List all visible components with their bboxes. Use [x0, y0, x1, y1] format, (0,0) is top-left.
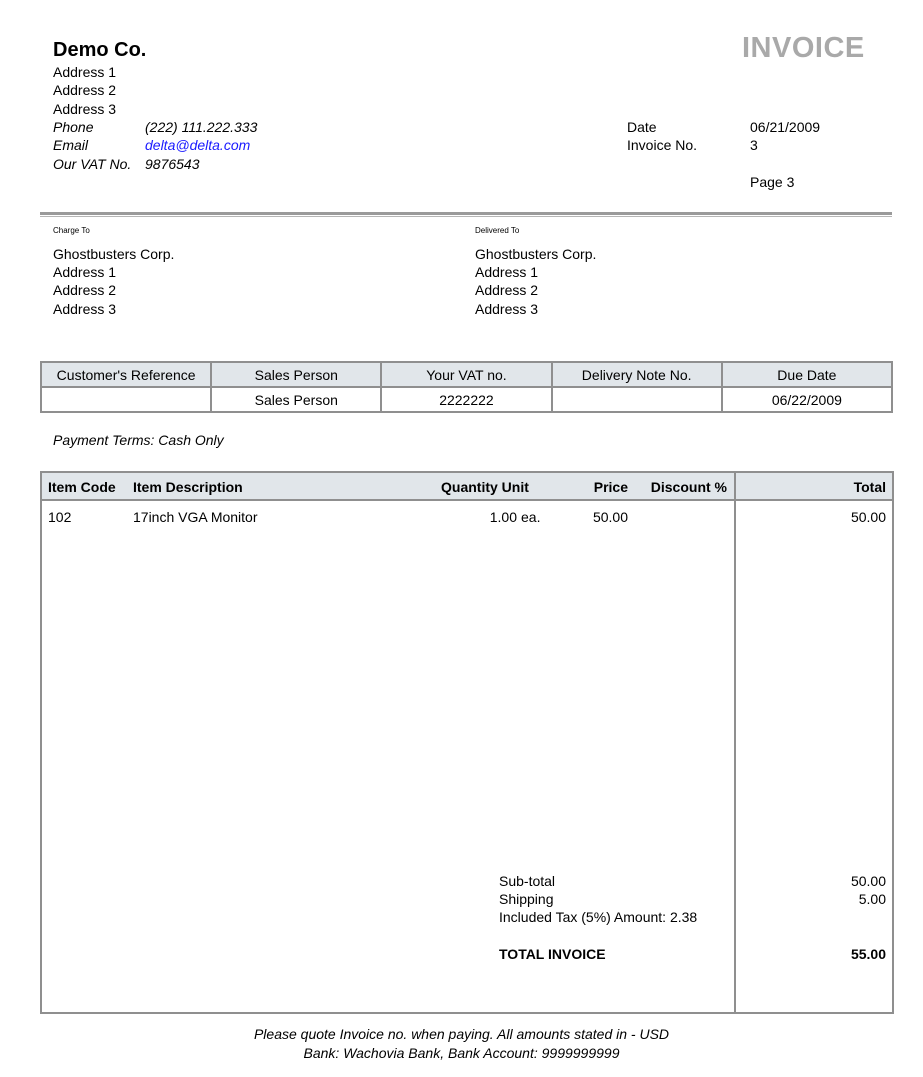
shipping-value: 5.00 [858, 891, 886, 907]
delivered-to-address-line: Address 1 [475, 264, 539, 280]
company-name: Demo Co. [53, 39, 147, 61]
total-column-divider [734, 473, 736, 1012]
item-description-cell: 17inch VGA Monitor [133, 509, 258, 525]
quantity-unit-header: Quantity Unit [441, 479, 529, 495]
delivered-to-label: Delivered To [475, 226, 520, 235]
sales-person-value: Sales Person [211, 387, 381, 412]
phone-value: (222) 111.222.333 [145, 119, 258, 135]
item-code-header: Item Code [48, 479, 116, 495]
company-address-line: Address 1 [53, 64, 117, 80]
email-link[interactable]: delta@delta.com [145, 137, 251, 153]
subtotal-value: 50.00 [850, 873, 886, 889]
total-invoice-value: 55.00 [850, 946, 886, 962]
reference-value-row [41, 387, 892, 412]
charge-to-address-line: Address 3 [53, 301, 117, 317]
delivered-to-address-line: Address 3 [475, 301, 539, 317]
phone-label: Phone [53, 119, 94, 135]
total-invoice-label: TOTAL INVOICE [499, 946, 606, 962]
charge-to-label: Charge To [53, 226, 90, 235]
due-date-header: Due Date [722, 362, 892, 387]
email-label: Email [53, 137, 89, 153]
sales-person-header: Sales Person [211, 362, 381, 387]
header-divider-thin [40, 216, 892, 217]
tax-line: Included Tax (5%) Amount: 2.38 [499, 909, 698, 925]
customers-reference-value [41, 387, 211, 412]
charge-to-address-line: Address 1 [53, 264, 117, 280]
due-date-value: 06/22/2009 [722, 387, 892, 412]
invoice-number-label: Invoice No. [627, 137, 698, 153]
charge-to-name: Ghostbusters Corp. [53, 246, 175, 262]
discount-header: Discount % [650, 479, 727, 495]
price-cell: 50.00 [592, 509, 628, 525]
reference-table [40, 361, 893, 413]
footer-note: Please quote Invoice no. when paying. All amounts stated in - USD [253, 1026, 670, 1042]
footer-bank: Bank: Wachovia Bank, Bank Account: 9999999999 [303, 1045, 620, 1061]
delivered-to-name: Ghostbusters Corp. [475, 246, 597, 262]
items-table [40, 471, 894, 1014]
delivery-note-header: Delivery Note No. [552, 362, 722, 387]
unit-cell: ea. [521, 509, 541, 525]
charge-to-address-line: Address 2 [53, 282, 117, 298]
customers-reference-header: Customer's Reference [41, 362, 211, 387]
company-address-line: Address 3 [53, 101, 117, 117]
item-code-cell: 102 [48, 509, 72, 525]
price-header: Price [593, 479, 628, 495]
delivered-to-address-line: Address 2 [475, 282, 539, 298]
page-number: Page 3 [750, 174, 795, 190]
item-description-header: Item Description [133, 479, 243, 495]
invoice-number-value: 3 [750, 137, 758, 153]
vat-label: Our VAT No. [53, 156, 132, 172]
date-value: 06/21/2009 [750, 119, 821, 135]
shipping-label: Shipping [499, 891, 554, 907]
your-vat-value: 2222222 [381, 387, 551, 412]
your-vat-header: Your VAT no. [381, 362, 551, 387]
quantity-cell: 1.00 [489, 509, 517, 525]
date-label: Date [627, 119, 657, 135]
delivery-note-value [552, 387, 722, 412]
company-address-line: Address 2 [53, 82, 117, 98]
header-divider [40, 212, 892, 215]
total-header: Total [853, 479, 886, 495]
vat-value: 9876543 [145, 156, 200, 172]
subtotal-label: Sub-total [499, 873, 556, 889]
total-cell: 50.00 [850, 509, 886, 525]
invoice-title: INVOICE [742, 32, 865, 64]
payment-terms: Payment Terms: Cash Only [53, 432, 224, 448]
reference-header-row [41, 362, 892, 387]
